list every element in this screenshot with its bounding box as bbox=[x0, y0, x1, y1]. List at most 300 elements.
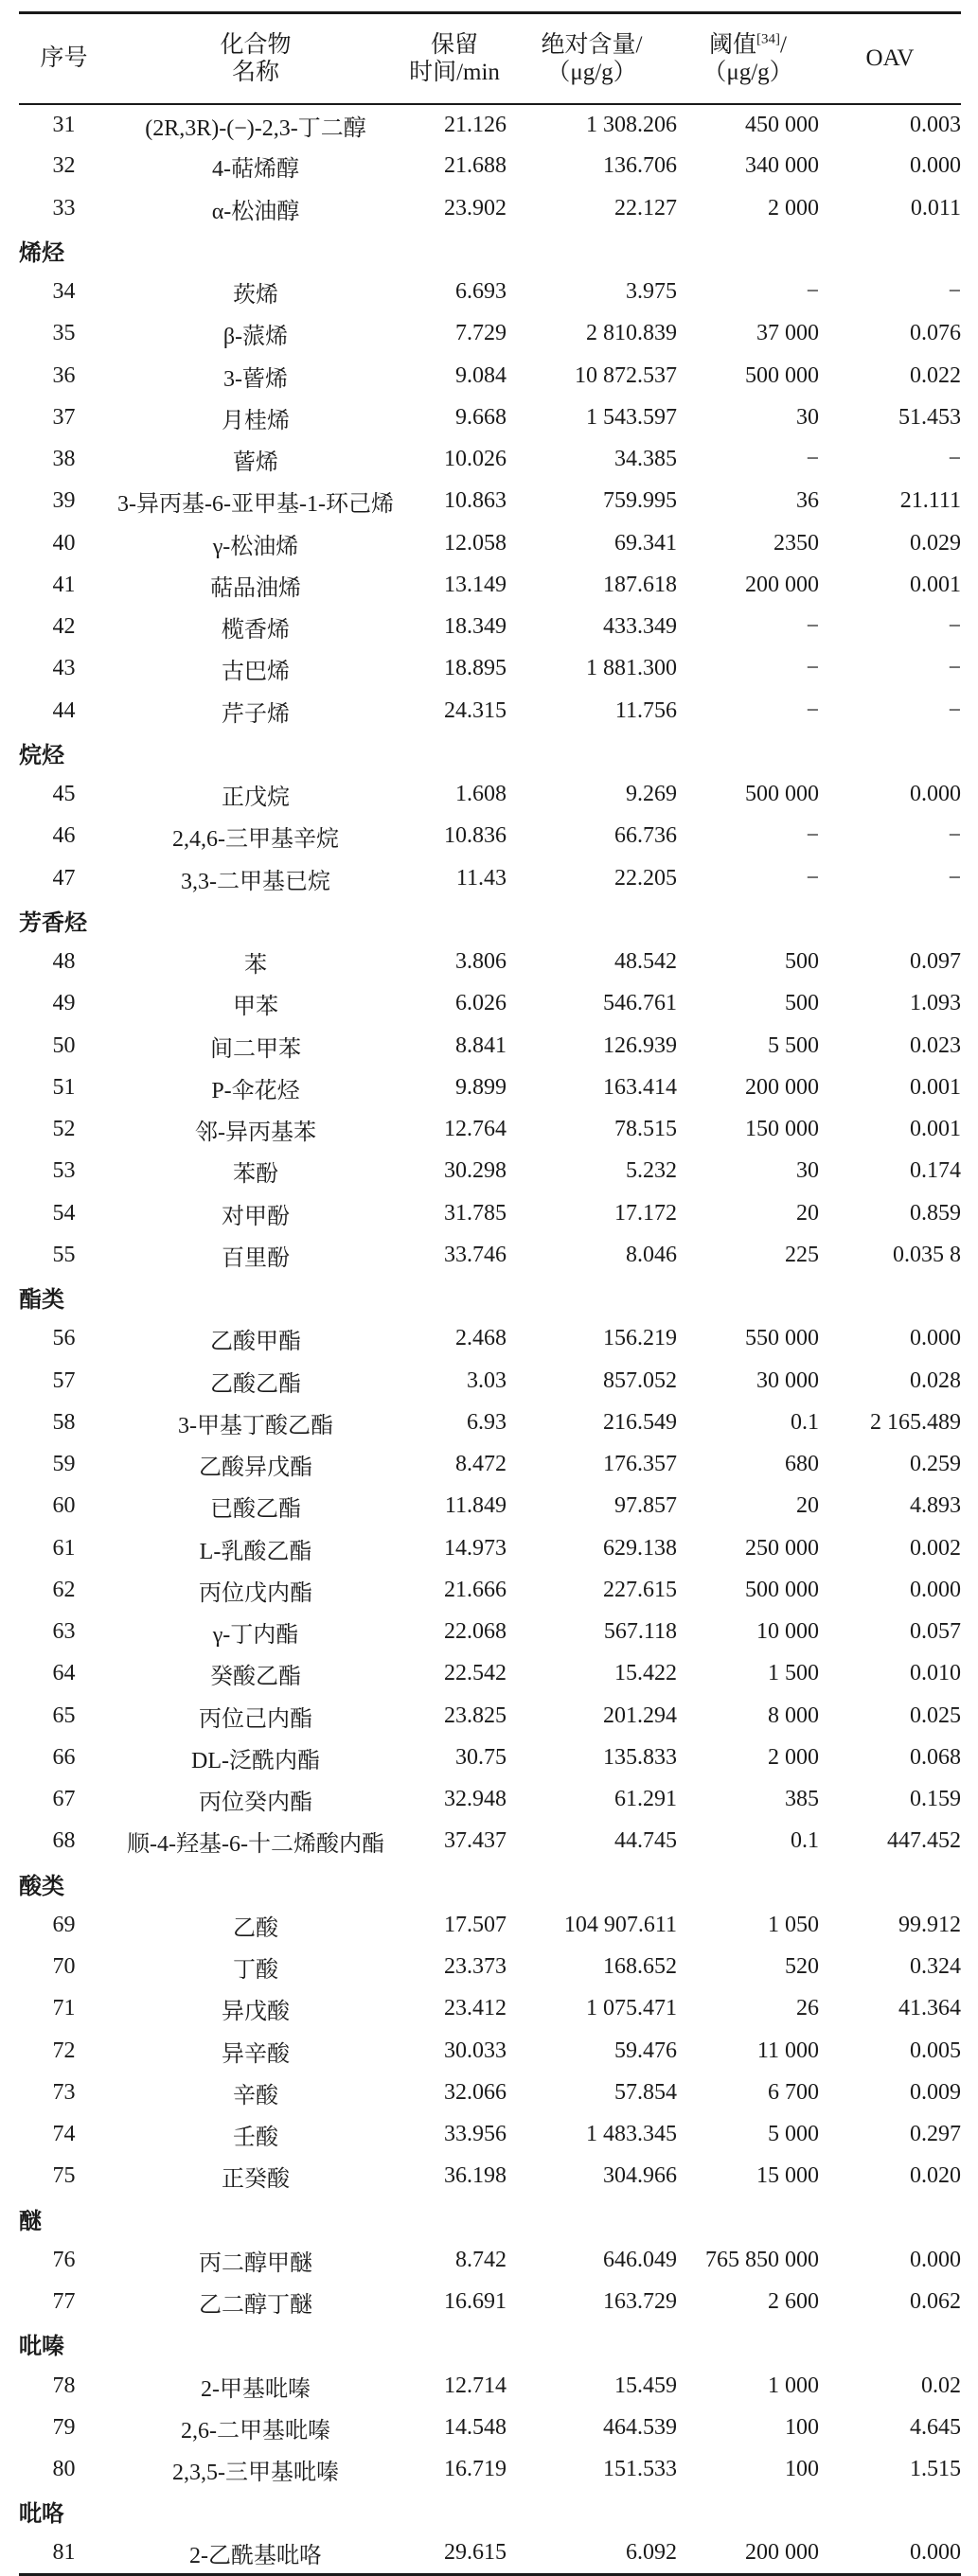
header-thr-ref: [34] bbox=[756, 31, 781, 47]
retention-time: 10.863 bbox=[444, 488, 507, 514]
category-row bbox=[19, 732, 961, 773]
absolute-content: 8.046 bbox=[626, 1242, 677, 1267]
oav-value: 0.159 bbox=[910, 1787, 961, 1812]
threshold: 30 000 bbox=[756, 1367, 819, 1393]
threshold: 0.1 bbox=[791, 1828, 819, 1854]
header-no: 序号 bbox=[19, 13, 109, 104]
table-row bbox=[19, 1737, 961, 1778]
absolute-content: 48.542 bbox=[614, 949, 677, 975]
compound-name: 3-蒈烯 bbox=[223, 366, 288, 392]
oav-value: 2 165.489 bbox=[870, 1409, 961, 1435]
threshold: 15 000 bbox=[756, 2163, 819, 2189]
oav-value: − bbox=[948, 697, 961, 723]
compound-name: 丙位己内酯 bbox=[199, 1706, 312, 1732]
threshold: 100 bbox=[785, 2457, 819, 2482]
absolute-content: 646.049 bbox=[603, 2247, 677, 2272]
row-number: 72 bbox=[52, 2038, 76, 2063]
table-row bbox=[19, 355, 961, 397]
row-number: 78 bbox=[52, 2373, 76, 2398]
retention-time: 23.825 bbox=[444, 1703, 507, 1728]
threshold: 5 000 bbox=[768, 2122, 819, 2147]
row-number: 59 bbox=[52, 1452, 76, 1477]
oav-value: 51.453 bbox=[898, 404, 961, 430]
compound-name: 月桂烯 bbox=[222, 408, 290, 433]
absolute-content: 15.459 bbox=[614, 2373, 677, 2398]
row-number: 49 bbox=[52, 991, 76, 1016]
table-row bbox=[19, 2365, 961, 2407]
category-label: 烯烃 bbox=[19, 238, 64, 266]
retention-time: 11.43 bbox=[455, 865, 507, 891]
oav-value: 0.025 bbox=[910, 1703, 961, 1728]
compound-name: 榄香烯 bbox=[222, 618, 290, 644]
table-row bbox=[19, 313, 961, 355]
row-number: 35 bbox=[52, 321, 76, 346]
table-row bbox=[19, 1067, 961, 1108]
oav-value: 1.515 bbox=[910, 2457, 961, 2482]
compound-name: 萜品油烯 bbox=[210, 575, 301, 601]
oav-value: 0.000 bbox=[910, 153, 961, 179]
category-label: 吡嗪 bbox=[19, 2333, 64, 2360]
absolute-content: 567.118 bbox=[603, 1619, 677, 1645]
oav-value: − bbox=[948, 865, 961, 891]
absolute-content: 176.357 bbox=[603, 1452, 677, 1477]
retention-time: 21.688 bbox=[444, 153, 507, 179]
table-row bbox=[19, 1444, 961, 1486]
threshold: − bbox=[806, 279, 819, 305]
compound-name: α-松油醇 bbox=[211, 199, 300, 224]
absolute-content: 187.618 bbox=[603, 572, 677, 597]
row-number: 73 bbox=[52, 2079, 76, 2105]
retention-time: 3.806 bbox=[455, 949, 507, 975]
threshold: 100 bbox=[785, 2414, 819, 2440]
threshold: 1 050 bbox=[768, 1912, 819, 1937]
row-number: 60 bbox=[52, 1493, 76, 1519]
compound-name: 顺-4-羟基-6-十二烯酸内酯 bbox=[127, 1832, 384, 1858]
compound-name: 异戊酸 bbox=[222, 2000, 290, 2025]
retention-time: 22.068 bbox=[444, 1619, 507, 1645]
absolute-content: 34.385 bbox=[614, 447, 677, 472]
table-row bbox=[19, 607, 961, 648]
table-row bbox=[19, 1947, 961, 1988]
category-row bbox=[19, 899, 961, 941]
header-threshold bbox=[677, 13, 819, 104]
absolute-content: 1 881.300 bbox=[586, 656, 677, 681]
threshold: 200 000 bbox=[745, 1074, 819, 1100]
oav-value: 0.005 bbox=[910, 2038, 961, 2063]
oav-value: 0.02 bbox=[921, 2373, 961, 2398]
table-row bbox=[19, 1779, 961, 1821]
compound-name: 莰烯 bbox=[233, 283, 278, 309]
absolute-content: 151.533 bbox=[603, 2457, 677, 2482]
threshold: 450 000 bbox=[745, 112, 819, 137]
table-row bbox=[19, 774, 961, 816]
table-row bbox=[19, 2239, 961, 2281]
retention-time: 23.373 bbox=[444, 1954, 507, 1980]
threshold: 2 600 bbox=[768, 2289, 819, 2315]
table-row bbox=[19, 1192, 961, 1234]
compound-name: 癸酸乙酯 bbox=[210, 1665, 301, 1690]
header-name bbox=[109, 13, 402, 104]
table-row bbox=[19, 1821, 961, 1862]
row-number: 56 bbox=[52, 1326, 76, 1351]
retention-time: 8.742 bbox=[455, 2247, 507, 2272]
threshold: 150 000 bbox=[745, 1117, 819, 1142]
retention-time: 23.902 bbox=[444, 195, 507, 221]
row-number: 64 bbox=[52, 1661, 76, 1686]
absolute-content: 126.939 bbox=[603, 1032, 677, 1058]
absolute-content: 15.422 bbox=[614, 1661, 677, 1686]
category-row bbox=[19, 2491, 961, 2532]
compound-name: L-乳酸乙酯 bbox=[199, 1539, 312, 1564]
retention-time: 36.198 bbox=[444, 2163, 507, 2189]
threshold: 2 000 bbox=[768, 1744, 819, 1770]
row-number: 65 bbox=[52, 1703, 76, 1728]
oav-value: 0.002 bbox=[910, 1535, 961, 1561]
threshold: 550 000 bbox=[745, 1326, 819, 1351]
absolute-content: 629.138 bbox=[603, 1535, 677, 1561]
absolute-content: 5.232 bbox=[626, 1158, 677, 1184]
table-row bbox=[19, 648, 961, 690]
threshold: − bbox=[806, 656, 819, 681]
absolute-content: 433.349 bbox=[603, 614, 677, 640]
compound-name: 4-萜烯醇 bbox=[212, 157, 299, 183]
table-row bbox=[19, 439, 961, 481]
threshold: 2350 bbox=[774, 530, 819, 556]
oav-value: 0.000 bbox=[819, 2532, 961, 2574]
absolute-content: 10 872.537 bbox=[575, 362, 677, 388]
compound-name: 丙位癸内酯 bbox=[199, 1791, 312, 1816]
threshold: 36 bbox=[796, 488, 819, 514]
category-label: 酸类 bbox=[19, 1872, 64, 1899]
absolute-content: 6.092 bbox=[507, 2532, 677, 2574]
retention-time: 9.668 bbox=[455, 404, 507, 430]
oav-value: 0.000 bbox=[910, 782, 961, 807]
compound-name: β-蒎烯 bbox=[222, 325, 289, 350]
retention-time: 6.693 bbox=[455, 279, 507, 305]
table-row bbox=[19, 2407, 961, 2448]
compound-name: 蒈烯 bbox=[233, 450, 278, 476]
row-number: 34 bbox=[52, 279, 76, 305]
table-row bbox=[19, 1109, 961, 1151]
table-row bbox=[19, 857, 961, 899]
oav-value: 0.022 bbox=[910, 362, 961, 388]
absolute-content: 857.052 bbox=[603, 1367, 677, 1393]
threshold: 20 bbox=[796, 1493, 819, 1519]
row-number: 54 bbox=[52, 1200, 76, 1226]
compound-name: 古巴烯 bbox=[222, 660, 290, 685]
compound-name: 辛酸 bbox=[233, 2083, 278, 2108]
row-number: 42 bbox=[52, 614, 76, 640]
oav-value: 99.912 bbox=[898, 1912, 961, 1937]
retention-time: 9.084 bbox=[455, 362, 507, 388]
compound-name: 苯酚 bbox=[233, 1162, 278, 1188]
retention-time: 14.548 bbox=[444, 2414, 507, 2440]
row-number: 37 bbox=[52, 404, 76, 430]
retention-time: 29.615 bbox=[402, 2532, 507, 2574]
absolute-content: 464.539 bbox=[603, 2414, 677, 2440]
compound-name: 丙二醇甲醚 bbox=[199, 2250, 312, 2276]
table-row bbox=[19, 2156, 961, 2197]
table-row bbox=[19, 942, 961, 983]
header-thr-line2: （μg/g） bbox=[702, 59, 793, 85]
oav-value: 0.000 bbox=[910, 2247, 961, 2272]
retention-time: 14.973 bbox=[444, 1535, 507, 1561]
category-row bbox=[19, 2323, 961, 2365]
header-name-line2: 名称 bbox=[231, 59, 279, 85]
retention-time: 8.472 bbox=[455, 1452, 507, 1477]
retention-time: 37.437 bbox=[444, 1828, 507, 1854]
absolute-content: 135.833 bbox=[603, 1744, 677, 1770]
row-number: 69 bbox=[52, 1912, 76, 1937]
compound-name: 苯 bbox=[244, 953, 267, 979]
absolute-content: 201.294 bbox=[603, 1703, 677, 1728]
compound-name: 乙酸 bbox=[233, 1915, 278, 1941]
absolute-content: 546.761 bbox=[603, 991, 677, 1016]
table-row bbox=[19, 1988, 961, 2030]
absolute-content: 11.756 bbox=[614, 697, 677, 723]
table-row bbox=[19, 187, 961, 229]
threshold: 340 000 bbox=[745, 153, 819, 179]
table-row bbox=[19, 816, 961, 857]
oav-value: 0.068 bbox=[910, 1744, 961, 1770]
threshold: 0.1 bbox=[791, 1409, 819, 1435]
oav-value: 4.645 bbox=[910, 2414, 961, 2440]
retention-time: 30.033 bbox=[444, 2038, 507, 2063]
table-row bbox=[19, 522, 961, 564]
threshold: 1 500 bbox=[768, 1661, 819, 1686]
retention-time: 1.608 bbox=[455, 782, 507, 807]
row-number: 68 bbox=[52, 1828, 76, 1854]
oav-value: − bbox=[948, 656, 961, 681]
row-number: 75 bbox=[52, 2163, 76, 2189]
retention-time: 17.507 bbox=[444, 1912, 507, 1937]
oav-value: 0.020 bbox=[910, 2163, 961, 2189]
row-number: 57 bbox=[52, 1367, 76, 1393]
header-thr-slash: / bbox=[780, 31, 787, 58]
table-row bbox=[19, 690, 961, 732]
oav-value: 0.057 bbox=[910, 1619, 961, 1645]
compound-table bbox=[19, 11, 961, 2576]
header-abs-line1: 绝对含量/ bbox=[541, 31, 643, 58]
absolute-content: 17.172 bbox=[614, 1200, 677, 1226]
oav-value: 0.001 bbox=[910, 572, 961, 597]
category-label: 烷烃 bbox=[19, 741, 64, 768]
oav-value: 0.324 bbox=[910, 1954, 961, 1980]
threshold: 520 bbox=[785, 1954, 819, 1980]
row-number: 62 bbox=[52, 1577, 76, 1602]
compound-name: 芹子烯 bbox=[222, 701, 290, 727]
absolute-content: 163.729 bbox=[603, 2289, 677, 2315]
retention-time: 21.666 bbox=[444, 1577, 507, 1602]
retention-time: 16.691 bbox=[444, 2289, 507, 2315]
table-row bbox=[19, 1486, 961, 1527]
header-name-line1: 化合物 bbox=[220, 31, 292, 58]
retention-time: 10.836 bbox=[444, 823, 507, 849]
retention-time: 32.066 bbox=[444, 2079, 507, 2105]
threshold: 500 000 bbox=[745, 782, 819, 807]
oav-value: 0.035 8 bbox=[893, 1242, 961, 1267]
row-number: 77 bbox=[52, 2289, 76, 2315]
absolute-content: 227.615 bbox=[603, 1577, 677, 1602]
row-number: 53 bbox=[52, 1158, 76, 1184]
header-oav: OAV bbox=[819, 13, 961, 104]
compound-name: 2,6-二甲基吡嗪 bbox=[181, 2418, 330, 2444]
retention-time: 6.93 bbox=[467, 1409, 507, 1435]
table-header bbox=[19, 13, 961, 104]
absolute-content: 136.706 bbox=[603, 153, 677, 179]
retention-time: 21.126 bbox=[444, 112, 507, 137]
row-number: 36 bbox=[52, 362, 76, 388]
retention-time: 30.298 bbox=[444, 1158, 507, 1184]
absolute-content: 1 483.345 bbox=[586, 2122, 677, 2147]
threshold: 2 000 bbox=[768, 195, 819, 221]
compound-name: 壬酸 bbox=[233, 2126, 278, 2151]
absolute-content: 66.736 bbox=[614, 823, 677, 849]
oav-value: 1.093 bbox=[910, 991, 961, 1016]
retention-time: 10.026 bbox=[444, 447, 507, 472]
compound-name: 丙位戊内酯 bbox=[199, 1580, 312, 1606]
category-row bbox=[19, 1862, 961, 1904]
retention-time: 32.948 bbox=[444, 1787, 507, 1812]
row-number: 76 bbox=[52, 2247, 76, 2272]
compound-name: 3-异丙基-6-亚甲基-1-环己烯 bbox=[117, 492, 394, 518]
row-number: 32 bbox=[52, 153, 76, 179]
threshold: 1 000 bbox=[768, 2373, 819, 2398]
threshold: 200 000 bbox=[677, 2532, 819, 2574]
compound-name: 异辛酸 bbox=[222, 2041, 290, 2067]
row-number: 45 bbox=[52, 782, 76, 807]
oav-value: 0.029 bbox=[910, 530, 961, 556]
row-number: 80 bbox=[52, 2457, 76, 2482]
threshold: 5 500 bbox=[768, 1032, 819, 1058]
table-row bbox=[19, 1234, 961, 1276]
retention-time: 12.764 bbox=[444, 1117, 507, 1142]
threshold: 11 000 bbox=[756, 2038, 819, 2063]
table-row bbox=[19, 1904, 961, 1946]
compound-name: γ-丁内酯 bbox=[212, 1623, 299, 1649]
threshold: − bbox=[806, 614, 819, 640]
table-row bbox=[19, 1569, 961, 1611]
threshold: 385 bbox=[785, 1787, 819, 1812]
table-row bbox=[19, 397, 961, 438]
header-thr-text: 阈值 bbox=[709, 31, 757, 58]
retention-time: 23.412 bbox=[444, 1996, 507, 2021]
category-row bbox=[19, 229, 961, 271]
row-number: 48 bbox=[52, 949, 76, 975]
row-number: 70 bbox=[52, 1954, 76, 1980]
absolute-content: 9.269 bbox=[626, 782, 677, 807]
retention-time: 33.956 bbox=[444, 2122, 507, 2147]
table-row bbox=[19, 1318, 961, 1360]
absolute-content: 163.414 bbox=[603, 1074, 677, 1100]
compound-name: 3-甲基丁酸乙酯 bbox=[178, 1413, 333, 1438]
threshold: − bbox=[806, 697, 819, 723]
oav-value: 0.859 bbox=[910, 1200, 961, 1226]
compound-name: 对甲酚 bbox=[222, 1204, 290, 1229]
compound-name: 乙酸乙酯 bbox=[210, 1371, 301, 1397]
retention-time: 12.714 bbox=[444, 2373, 507, 2398]
threshold: 6 700 bbox=[768, 2079, 819, 2105]
oav-value: 0.003 bbox=[910, 112, 961, 137]
absolute-content: 304.966 bbox=[603, 2163, 677, 2189]
header-absolute-content bbox=[507, 13, 677, 104]
table-row bbox=[19, 564, 961, 606]
row-number: 81 bbox=[19, 2532, 109, 2574]
threshold: − bbox=[806, 447, 819, 472]
row-number: 38 bbox=[52, 447, 76, 472]
compound-name: 2,4,6-三甲基辛烷 bbox=[172, 827, 339, 853]
oav-value: 0.000 bbox=[910, 1577, 961, 1602]
retention-time: 13.149 bbox=[444, 572, 507, 597]
threshold: − bbox=[806, 865, 819, 891]
retention-time: 24.315 bbox=[444, 697, 507, 723]
retention-time: 16.719 bbox=[444, 2457, 507, 2482]
row-number: 51 bbox=[52, 1074, 76, 1100]
row-number: 44 bbox=[52, 697, 76, 723]
compound-name: 正戊烷 bbox=[222, 785, 290, 811]
oav-value: 0.028 bbox=[910, 1367, 961, 1393]
header-thr-line1 bbox=[677, 31, 819, 59]
absolute-content: 22.205 bbox=[614, 865, 677, 891]
absolute-content: 3.975 bbox=[626, 279, 677, 305]
oav-value: 0.010 bbox=[910, 1661, 961, 1686]
threshold: 200 000 bbox=[745, 572, 819, 597]
absolute-content: 1 308.206 bbox=[586, 112, 677, 137]
absolute-content: 69.341 bbox=[614, 530, 677, 556]
row-number: 33 bbox=[52, 195, 76, 221]
header-rt-line2: 时间/min bbox=[409, 59, 500, 85]
row-number: 71 bbox=[52, 1996, 76, 2021]
absolute-content: 156.219 bbox=[603, 1326, 677, 1351]
compound-name: 间二甲苯 bbox=[210, 1036, 301, 1062]
oav-value: 0.297 bbox=[910, 2122, 961, 2147]
category-row bbox=[19, 1277, 961, 1318]
table-row bbox=[19, 1402, 961, 1443]
absolute-content: 2 810.839 bbox=[586, 321, 677, 346]
oav-value: 0.001 bbox=[910, 1117, 961, 1142]
row-number: 74 bbox=[52, 2122, 76, 2147]
retention-time: 22.542 bbox=[444, 1661, 507, 1686]
header-rt-line1: 保留 bbox=[430, 31, 478, 58]
oav-value: − bbox=[948, 614, 961, 640]
table-row bbox=[19, 2282, 961, 2323]
oav-value: 0.000 bbox=[910, 1326, 961, 1351]
absolute-content: 78.515 bbox=[614, 1117, 677, 1142]
retention-time: 31.785 bbox=[444, 1200, 507, 1226]
category-row bbox=[19, 2197, 961, 2239]
oav-value: 0.001 bbox=[910, 1074, 961, 1100]
compound-name: 甲苯 bbox=[233, 995, 278, 1020]
oav-value: 41.364 bbox=[898, 1996, 961, 2021]
threshold: 20 bbox=[796, 1200, 819, 1226]
retention-time: 9.899 bbox=[455, 1074, 507, 1100]
header-retention-time bbox=[402, 13, 507, 104]
threshold: 26 bbox=[796, 1996, 819, 2021]
threshold: 765 850 000 bbox=[705, 2247, 819, 2272]
oav-value: 0.009 bbox=[910, 2079, 961, 2105]
retention-time: 30.75 bbox=[455, 1744, 507, 1770]
compound-name: 2,3,5-三甲基吡嗪 bbox=[172, 2461, 339, 2486]
table-row bbox=[19, 2532, 961, 2574]
compound-name: 乙酸甲酯 bbox=[210, 1330, 301, 1355]
oav-value: 0.174 bbox=[910, 1158, 961, 1184]
compound-name: (2R,3R)-(−)-2,3-丁二醇 bbox=[145, 115, 366, 141]
row-number: 52 bbox=[52, 1117, 76, 1142]
row-number: 31 bbox=[52, 112, 76, 137]
compound-name: 丁酸 bbox=[233, 1958, 278, 1984]
compound-name: P-伞花烃 bbox=[211, 1078, 300, 1103]
threshold: 30 bbox=[796, 1158, 819, 1184]
